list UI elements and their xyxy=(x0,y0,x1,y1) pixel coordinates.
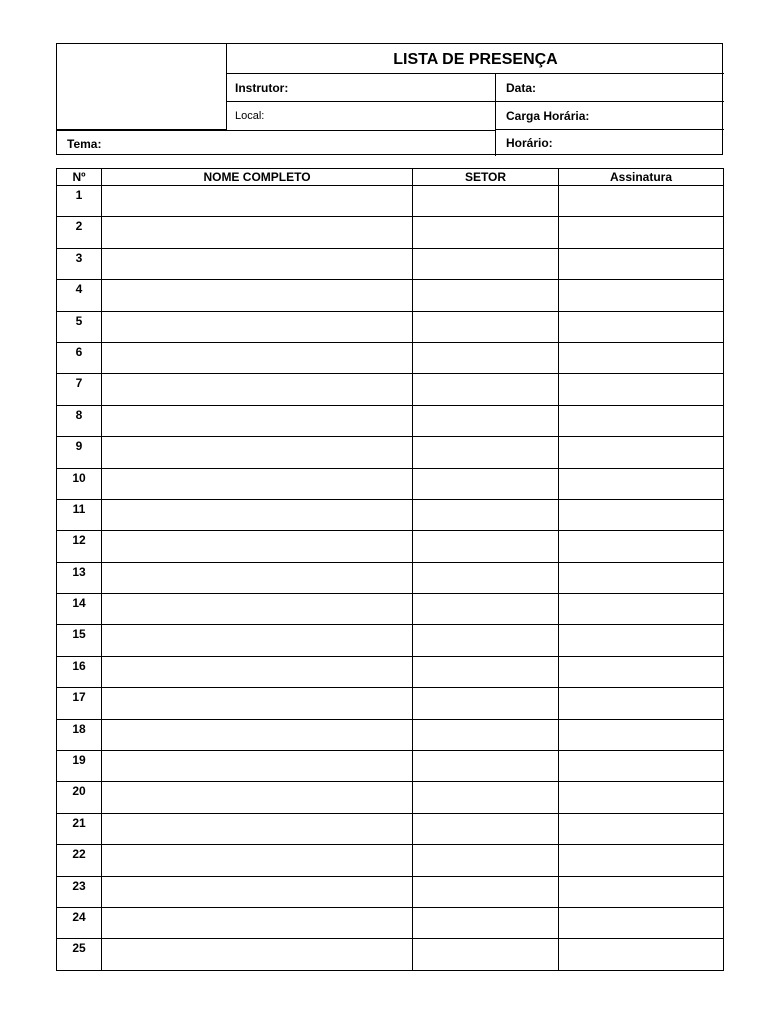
assinatura-cell[interactable] xyxy=(559,751,724,782)
nome-completo-cell[interactable] xyxy=(102,845,413,876)
nome-completo-cell[interactable] xyxy=(102,217,413,248)
assinatura-cell[interactable] xyxy=(559,437,724,468)
setor-cell[interactable] xyxy=(413,499,559,530)
nome-completo-cell[interactable] xyxy=(102,751,413,782)
assinatura-cell[interactable] xyxy=(559,845,724,876)
table-row xyxy=(57,562,724,593)
setor-cell[interactable] xyxy=(413,751,559,782)
local-field[interactable]: Local: xyxy=(227,102,496,130)
nome-completo-cell[interactable] xyxy=(102,311,413,342)
setor-cell[interactable] xyxy=(413,311,559,342)
table-row xyxy=(57,405,724,436)
row-number: 22 xyxy=(57,845,102,876)
attendance-rows xyxy=(57,186,724,971)
nome-completo-cell[interactable] xyxy=(102,499,413,530)
assinatura-cell[interactable] xyxy=(559,656,724,687)
setor-cell[interactable] xyxy=(413,594,559,625)
assinatura-cell[interactable] xyxy=(559,186,724,217)
assinatura-cell[interactable] xyxy=(559,813,724,844)
row-number: 1 xyxy=(57,186,102,217)
assinatura-cell[interactable] xyxy=(559,876,724,907)
assinatura-cell[interactable] xyxy=(559,719,724,750)
nome-completo-cell[interactable] xyxy=(102,876,413,907)
instrutor-field[interactable]: Instrutor: xyxy=(227,74,496,102)
nome-completo-cell[interactable] xyxy=(102,782,413,813)
assinatura-cell[interactable] xyxy=(559,688,724,719)
assinatura-cell[interactable] xyxy=(559,342,724,373)
nome-completo-cell[interactable] xyxy=(102,342,413,373)
assinatura-cell[interactable] xyxy=(559,907,724,938)
assinatura-cell[interactable] xyxy=(559,939,724,970)
setor-cell[interactable] xyxy=(413,719,559,750)
row-number: 21 xyxy=(57,813,102,844)
row-number: 3 xyxy=(57,248,102,279)
nome-completo-cell[interactable] xyxy=(102,688,413,719)
table-row xyxy=(57,217,724,248)
nome-completo-cell[interactable] xyxy=(102,813,413,844)
table-row xyxy=(57,719,724,750)
setor-cell[interactable] xyxy=(413,531,559,562)
table-row xyxy=(57,311,724,342)
table-row xyxy=(57,876,724,907)
table-row xyxy=(57,656,724,687)
table-row xyxy=(57,594,724,625)
horario-field[interactable]: Horário: xyxy=(506,136,553,150)
assinatura-cell[interactable] xyxy=(559,248,724,279)
setor-cell[interactable] xyxy=(413,782,559,813)
nome-completo-cell[interactable] xyxy=(102,280,413,311)
table-row xyxy=(57,907,724,938)
row-number: 13 xyxy=(57,562,102,593)
nome-completo-cell[interactable] xyxy=(102,719,413,750)
attendance-table xyxy=(56,168,724,971)
nome-completo-cell[interactable] xyxy=(102,562,413,593)
setor-cell[interactable] xyxy=(413,186,559,217)
assinatura-cell[interactable] xyxy=(559,594,724,625)
assinatura-cell[interactable] xyxy=(559,562,724,593)
table-row xyxy=(57,248,724,279)
row-number: 8 xyxy=(57,405,102,436)
nome-completo-cell[interactable] xyxy=(102,656,413,687)
row-number: 23 xyxy=(57,876,102,907)
nome-completo-cell[interactable] xyxy=(102,405,413,436)
nome-completo-cell[interactable] xyxy=(102,594,413,625)
table-row xyxy=(57,342,724,373)
row-number: 6 xyxy=(57,342,102,373)
assinatura-cell[interactable] xyxy=(559,311,724,342)
row-number: 18 xyxy=(57,719,102,750)
assinatura-cell[interactable] xyxy=(559,217,724,248)
assinatura-cell[interactable] xyxy=(559,782,724,813)
row-number: 20 xyxy=(57,782,102,813)
table-row xyxy=(57,468,724,499)
nome-completo-cell[interactable] xyxy=(102,437,413,468)
row-number: 17 xyxy=(57,688,102,719)
row-number: 19 xyxy=(57,751,102,782)
assinatura-cell[interactable] xyxy=(559,499,724,530)
nome-completo-cell[interactable] xyxy=(102,531,413,562)
tema-field[interactable]: Tema: xyxy=(57,130,496,156)
table-row xyxy=(57,813,724,844)
setor-cell[interactable] xyxy=(413,217,559,248)
column-header-number: Nº xyxy=(57,169,102,186)
setor-cell[interactable] xyxy=(413,562,559,593)
assinatura-cell[interactable] xyxy=(559,468,724,499)
row-number: 7 xyxy=(57,374,102,405)
table-row xyxy=(57,782,724,813)
nome-completo-cell[interactable] xyxy=(102,468,413,499)
table-row xyxy=(57,751,724,782)
table-row xyxy=(57,437,724,468)
row-number: 24 xyxy=(57,907,102,938)
logo-box xyxy=(57,44,227,130)
row-number: 16 xyxy=(57,656,102,687)
row-number: 5 xyxy=(57,311,102,342)
row-number: 12 xyxy=(57,531,102,562)
data-field[interactable]: Data: xyxy=(496,74,724,102)
setor-cell[interactable] xyxy=(413,813,559,844)
table-row xyxy=(57,374,724,405)
assinatura-cell[interactable] xyxy=(559,405,724,436)
table-header-row xyxy=(57,169,724,186)
nome-completo-cell[interactable] xyxy=(102,939,413,970)
nome-completo-cell[interactable] xyxy=(102,374,413,405)
nome-completo-cell[interactable] xyxy=(102,186,413,217)
row-number: 4 xyxy=(57,280,102,311)
assinatura-cell[interactable] xyxy=(559,531,724,562)
page-title: LISTA DE PRESENÇA xyxy=(227,44,724,74)
column-header-setor: SETOR xyxy=(413,169,559,186)
setor-cell[interactable] xyxy=(413,845,559,876)
column-header-assinatura: Assinatura xyxy=(559,169,724,186)
setor-cell[interactable] xyxy=(413,939,559,970)
table-row xyxy=(57,845,724,876)
assinatura-cell[interactable] xyxy=(559,625,724,656)
setor-cell[interactable] xyxy=(413,437,559,468)
row-number: 11 xyxy=(57,499,102,530)
table-row xyxy=(57,280,724,311)
nome-completo-cell[interactable] xyxy=(102,625,413,656)
row-number: 9 xyxy=(57,437,102,468)
table-row xyxy=(57,939,724,970)
row-number: 14 xyxy=(57,594,102,625)
table-row xyxy=(57,688,724,719)
setor-cell[interactable] xyxy=(413,688,559,719)
table-row xyxy=(57,625,724,656)
setor-cell[interactable] xyxy=(413,374,559,405)
setor-cell[interactable] xyxy=(413,280,559,311)
setor-cell[interactable] xyxy=(413,625,559,656)
nome-completo-cell[interactable] xyxy=(102,248,413,279)
row-number: 15 xyxy=(57,625,102,656)
assinatura-cell[interactable] xyxy=(559,374,724,405)
row-number: 10 xyxy=(57,468,102,499)
setor-cell[interactable] xyxy=(413,342,559,373)
setor-cell[interactable] xyxy=(413,876,559,907)
assinatura-cell[interactable] xyxy=(559,280,724,311)
setor-cell[interactable] xyxy=(413,907,559,938)
table-row xyxy=(57,531,724,562)
setor-cell[interactable] xyxy=(413,405,559,436)
column-header-nome-completo: NOME COMPLETO xyxy=(102,169,413,186)
row-number: 25 xyxy=(57,939,102,970)
setor-cell[interactable] xyxy=(413,468,559,499)
carga-horaria-field[interactable]: Carga Horária: xyxy=(496,102,724,130)
row-number: 2 xyxy=(57,217,102,248)
setor-cell[interactable] xyxy=(413,656,559,687)
header-table xyxy=(56,43,723,155)
table-row xyxy=(57,186,724,217)
table-row xyxy=(57,499,724,530)
nome-completo-cell[interactable] xyxy=(102,907,413,938)
setor-cell[interactable] xyxy=(413,248,559,279)
